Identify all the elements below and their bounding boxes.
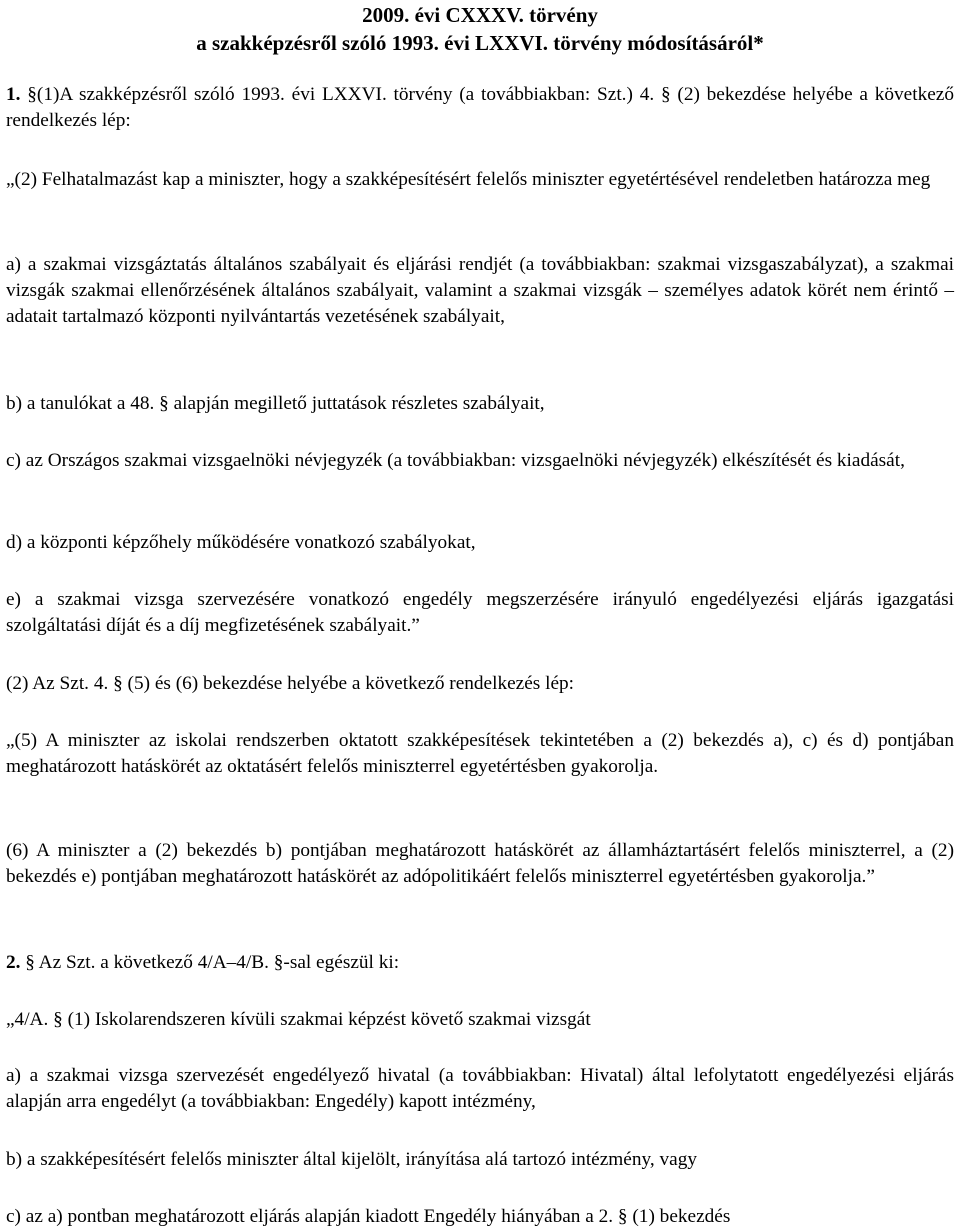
paragraph-9: „(5) A miniszter az iskolai rendszerben oktatott szakképesítések tekintetében a (2) bekezdés a), c) és d) pontjában meghatározott hatáskörét az oktatásért felelős miniszterrel egyetértésben gyakorolja.	[6, 730, 954, 777]
paragraph-11-text: § Az Szt. a következő 4/A–4/B. §-sal egészül ki:	[20, 952, 400, 973]
paragraph-2: „(2) Felhatalmazást kap a miniszter, hogy a szakképesítésért felelős miniszter egyetértésével rendeletben határozza meg	[6, 169, 931, 190]
section-number-2: 2.	[6, 952, 21, 973]
paragraph-14: b) a szakképesítésért felelős miniszter által kijelölt, irányítása alá tartozó intézmény, vagy	[6, 1149, 697, 1170]
paragraph-4: b) a tanulókat a 48. § alapján megillető juttatások részletes szabályait,	[6, 393, 545, 414]
document-subtitle: a szakképzésről szóló 1993. évi LXXVI. törvény módosításáról*	[196, 31, 764, 55]
paragraph-13: a) a szakmai vizsga szervezését engedélyező hivatal (a továbbiakban: Hivatal) által lefolytatott engedélyezési eljárás alapján arra engedélyt (a továbbiakban: Engedély) kapott intézmény,	[6, 1065, 954, 1112]
document-title: 2009. évi CXXXV. törvény	[362, 3, 598, 27]
paragraph-1	[6, 82, 954, 134]
paragraph-15: c) az a) pontban meghatározott eljárás alapján kiadott Engedély hiányában a 2. § (1) bekezdés	[6, 1206, 731, 1227]
paragraph-6: d) a központi képzőhely működésére vonatkozó szabályokat,	[6, 532, 476, 553]
paragraph-8: (2) Az Szt. 4. § (5) és (6) bekezdése helyébe a következő rendelkezés lép:	[6, 673, 575, 694]
paragraph-1-text: §(1)A szakképzésről szóló 1993. évi LXXVI. törvény (a továbbiakban: Szt.) 4. § (2) bekezdése helyébe a következő rendelkezés lép:	[6, 84, 954, 131]
paragraph-7: e) a szakmai vizsga szervezésére vonatkozó engedély megszerzésére irányuló engedélyezési eljárás igazgatási szolgáltatási díját és a díj megfizetésének szabályait.”	[6, 589, 954, 636]
section-number-1: 1.	[6, 84, 21, 105]
paragraph-12: „4/A. § (1) Iskolarendszeren kívüli szakmai képzést követő szakmai vizsgát	[6, 1009, 591, 1030]
paragraph-10: (6) A miniszter a (2) bekezdés b) pontjában meghatározott hatáskörét az államháztartásért felelős miniszterrel, a (2) bekezdés e) pontjában meghatározott hatáskörét az adópolitikáért felelős miniszterrel egyetértésben gyakorolja.”	[6, 840, 954, 887]
paragraph-3: a) a szakmai vizsgáztatás általános szabályait és eljárási rendjét (a továbbiakban: szakmai vizsgaszabályzat), a szakmai vizsgák szakmai ellenőrzésének általános szabályait, valamint a szakmai vizsgák – személyes adatok körét nem érintő – adatait tartalmazó központi nyilvántartás vezetésének szabályait,	[6, 254, 954, 327]
paragraph-11	[6, 950, 954, 976]
paragraph-5: c) az Országos szakmai vizsgaelnöki névjegyzék (a továbbiakban: vizsgaelnöki névjegyzék) elkészítését és kiadását,	[6, 450, 905, 471]
